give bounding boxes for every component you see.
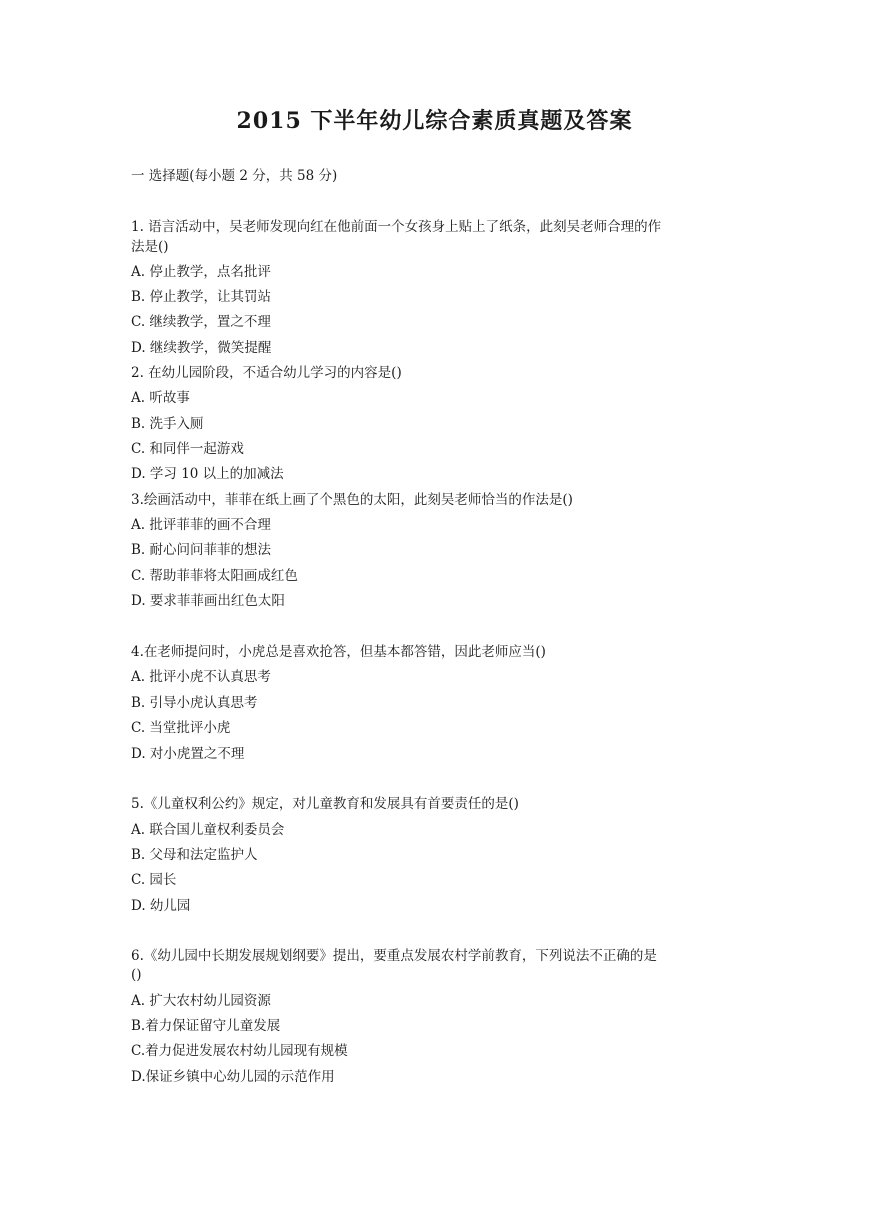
question-5-option-a: A. 联合国儿童权利委员会 bbox=[131, 822, 285, 838]
question-6-option-c: C.着力促进发展农村幼儿园现有规模 bbox=[131, 1043, 348, 1059]
question-1-option-b: B. 停止教学，让其罚站 bbox=[131, 289, 272, 305]
question-5-option-c: C. 园长 bbox=[131, 872, 177, 888]
question-6-stem-cont: () bbox=[131, 967, 142, 983]
question-3-stem: 3.绘画活动中，菲菲在纸上画了个黑色的太阳，此刻吴老师恰当的作法是() bbox=[131, 492, 573, 508]
question-5-option-b: B. 父母和法定监护人 bbox=[131, 847, 258, 863]
question-3-option-c: C. 帮助菲菲将太阳画成红色 bbox=[131, 568, 298, 584]
question-1-option-a: A. 停止教学，点名批评 bbox=[131, 264, 271, 280]
question-1-option-c: C. 继续教学，置之不理 bbox=[131, 314, 271, 330]
question-3-option-a: A. 批评菲菲的画不合理 bbox=[131, 517, 271, 533]
question-2-option-b: B. 洗手入厕 bbox=[131, 416, 204, 432]
question-4-option-b: B. 引导小虎认真思考 bbox=[131, 695, 258, 711]
question-5-stem: 5.《儿童权利公约》规定，对儿童教育和发展具有首要责任的是() bbox=[131, 796, 519, 812]
question-2-option-d: D. 学习 10 以上的加减法 bbox=[131, 466, 284, 482]
question-6-option-a: A. 扩大农村幼儿园资源 bbox=[131, 993, 271, 1009]
question-4-option-d: D. 对小虎置之不理 bbox=[131, 746, 245, 762]
question-4-option-c: C. 当堂批评小虎 bbox=[131, 720, 231, 736]
question-4-option-a: A. 批评小虎不认真思考 bbox=[131, 669, 271, 685]
question-2-option-a: A. 听故事 bbox=[131, 390, 190, 406]
question-6-option-d: D.保证乡镇中心幼儿园的示范作用 bbox=[131, 1069, 335, 1085]
question-5-option-d: D. 幼儿园 bbox=[131, 898, 191, 914]
question-6-option-b: B.着力保证留守儿童发展 bbox=[131, 1018, 281, 1034]
section-heading: 一 选择题(每小题 2 分，共 58 分) bbox=[131, 168, 338, 184]
question-2-option-c: C. 和同伴一起游戏 bbox=[131, 441, 244, 457]
question-1-stem: 1. 语言活动中，吴老师发现向红在他前面一个女孩身上贴上了纸条，此刻吴老师合理的作 bbox=[131, 219, 662, 235]
document-title: 2015 下半年幼儿综合素质真题及答案 bbox=[236, 108, 633, 134]
question-3-option-d: D. 要求菲菲画出红色太阳 bbox=[131, 593, 285, 609]
question-1-stem-cont: 法是() bbox=[131, 239, 169, 255]
question-2-stem: 2. 在幼儿园阶段，不适合幼儿学习的内容是() bbox=[131, 365, 402, 381]
question-6-stem: 6.《幼儿园中长期发展规划纲要》提出，要重点发展农村学前教育，下列说法不正确的是 bbox=[131, 948, 657, 964]
question-4-stem: 4.在老师提问时，小虎总是喜欢抢答，但基本都答错，因此老师应当() bbox=[131, 644, 546, 660]
question-1-option-d: D. 继续教学，微笑提醒 bbox=[131, 340, 272, 356]
question-3-option-b: B. 耐心问问菲菲的想法 bbox=[131, 542, 272, 558]
